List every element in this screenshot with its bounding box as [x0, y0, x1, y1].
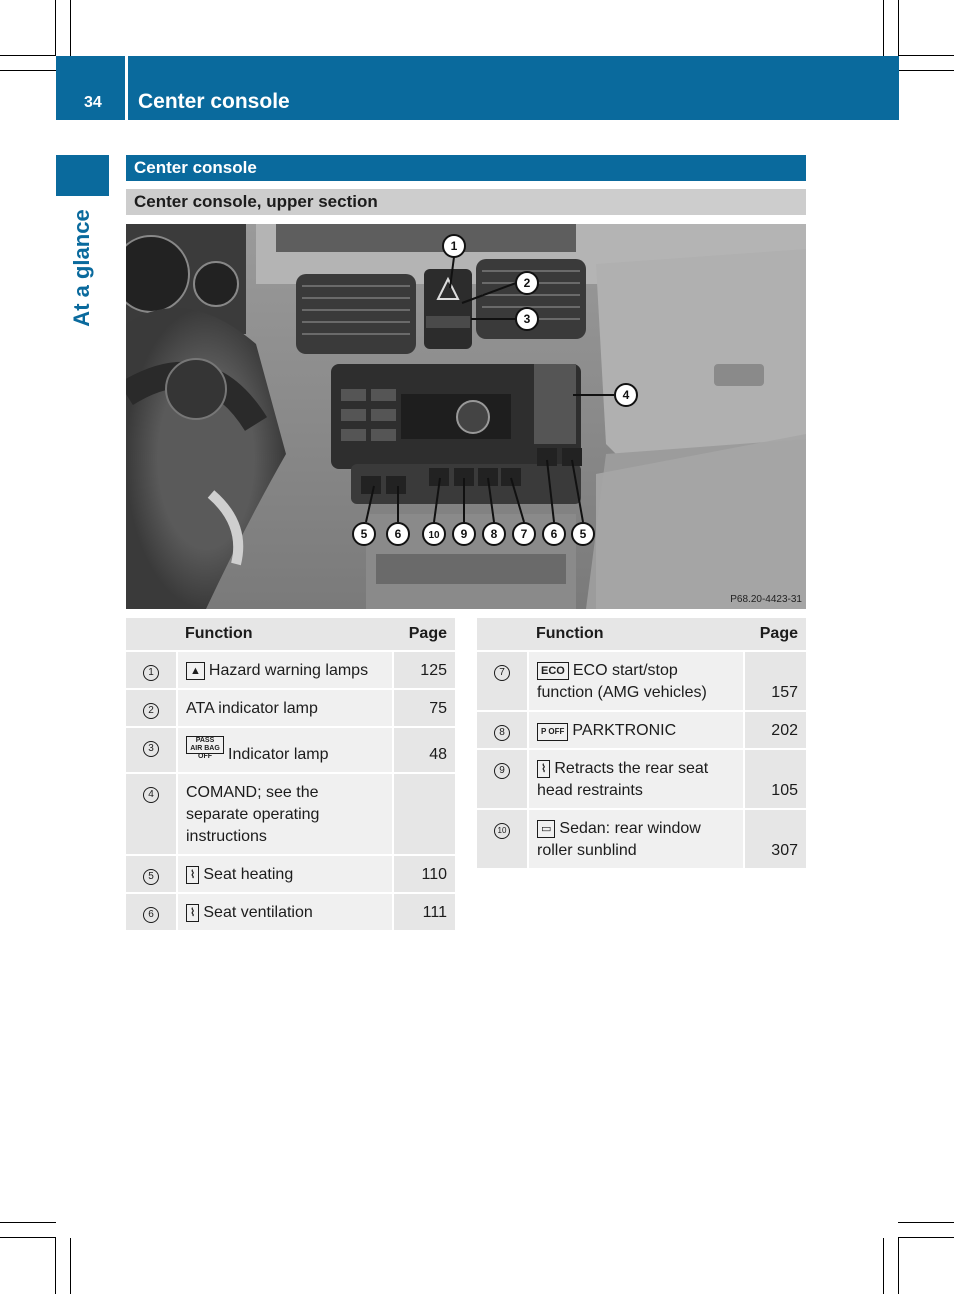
row-number: 3 — [143, 741, 159, 757]
header-divider — [125, 56, 128, 120]
function-text: Hazard warning lamps — [208, 662, 369, 679]
subsection-title: Center console, upper section — [126, 189, 806, 215]
page-ref[interactable]: 48 — [393, 727, 455, 773]
crop-mark — [898, 55, 954, 56]
callout-label: 2 — [523, 276, 531, 290]
crop-mark — [0, 70, 56, 71]
crop-mark — [70, 1238, 71, 1294]
rear-sunblind-icon: ▭ — [537, 820, 555, 838]
page-ref — [393, 773, 455, 855]
table-row — [126, 893, 455, 931]
crop-mark — [898, 70, 954, 71]
table-row — [126, 855, 455, 893]
row-number: 8 — [494, 725, 510, 741]
function-text: Seat ventilation — [203, 904, 313, 921]
function-text: Indicator lamp — [228, 746, 329, 763]
table-row — [477, 749, 806, 809]
table-row — [126, 727, 455, 773]
function-table-left — [126, 618, 455, 932]
function-text: Retracts the rear seat head restraints — [537, 760, 709, 799]
table-row — [477, 809, 806, 869]
side-block — [56, 155, 109, 196]
crop-mark — [883, 1238, 884, 1294]
row-number: 9 — [494, 763, 510, 779]
page-ref[interactable]: 125 — [393, 651, 455, 689]
hazard-warning-icon: ▲ — [186, 662, 205, 680]
callout-label: 5 — [360, 527, 368, 541]
callout-label: 5 — [579, 527, 587, 541]
crop-mark — [898, 1222, 954, 1223]
page-ref[interactable]: 105 — [744, 749, 806, 809]
seat-heating-icon: ⌇ — [186, 866, 199, 884]
table-row — [126, 773, 455, 855]
photo-reference: P68.20-4423-31 — [730, 594, 802, 605]
header-function: Function — [528, 618, 744, 651]
airbag-off-icon: PASS AIR BAG OFF — [186, 736, 224, 754]
crop-mark — [898, 1237, 954, 1238]
page-ref[interactable]: 111 — [393, 893, 455, 931]
row-number: 1 — [143, 665, 159, 681]
side-tab — [56, 198, 109, 338]
row-number: 5 — [143, 869, 159, 885]
row-number: 2 — [143, 703, 159, 719]
row-number: 7 — [494, 665, 510, 681]
crop-mark — [0, 1222, 56, 1223]
header-page: Page — [744, 618, 806, 651]
function-table-right — [477, 618, 806, 870]
parktronic-off-icon: P OFF — [537, 723, 568, 741]
page-number: 34 — [84, 94, 102, 111]
header-page: Page — [393, 618, 455, 651]
page-ref[interactable]: 157 — [744, 651, 806, 711]
callout-label: 1 — [450, 239, 458, 253]
callout-label: 10 — [428, 530, 440, 541]
seat-ventilation-icon: ⌇ — [186, 904, 199, 922]
table-row — [477, 651, 806, 711]
eco-icon: ECO — [537, 662, 569, 680]
function-text: Sedan: rear window roller sunblind — [537, 820, 701, 859]
crop-mark — [898, 1238, 899, 1294]
page-ref[interactable]: 75 — [393, 689, 455, 727]
crop-mark — [55, 1238, 56, 1294]
callout-label: 8 — [490, 527, 498, 541]
callout-label: 6 — [394, 527, 402, 541]
table-row — [477, 711, 806, 749]
section-title: Center console — [126, 155, 806, 181]
crop-mark — [0, 1237, 56, 1238]
header-num — [477, 618, 528, 651]
page-title: Center console — [138, 90, 290, 113]
row-number: 6 — [143, 907, 159, 923]
page-header — [56, 56, 899, 120]
function-text: PARKTRONIC — [572, 722, 677, 739]
crop-mark — [55, 0, 56, 56]
crop-mark — [70, 0, 71, 56]
side-tab-label: At a glance — [69, 209, 94, 327]
page-ref[interactable]: 110 — [393, 855, 455, 893]
page-ref[interactable]: 202 — [744, 711, 806, 749]
crop-mark — [883, 0, 884, 56]
table-row — [126, 651, 455, 689]
table-header-row — [477, 618, 806, 651]
header-num — [126, 618, 177, 651]
table-row — [126, 689, 455, 727]
function-text: Seat heating — [203, 866, 294, 883]
header-function: Function — [177, 618, 393, 651]
callout-label: 3 — [523, 312, 531, 326]
callout-label: 7 — [520, 527, 528, 541]
row-number: 4 — [143, 787, 159, 803]
row-number: 10 — [494, 823, 510, 839]
crop-mark — [898, 0, 899, 56]
crop-mark — [0, 55, 56, 56]
rear-head-restraint-icon: ⌇ — [537, 760, 550, 778]
function-text: COMAND; see the separate operating instructions — [186, 784, 320, 845]
function-text: ECO start/stop function (AMG vehicles) — [537, 662, 707, 701]
callout-label: 4 — [622, 388, 630, 402]
callout-label: 9 — [460, 527, 468, 541]
function-text: ATA indicator lamp — [186, 700, 318, 717]
console-photo — [126, 224, 806, 609]
callout-label: 6 — [550, 527, 558, 541]
table-header-row — [126, 618, 455, 651]
page-ref[interactable]: 307 — [744, 809, 806, 869]
